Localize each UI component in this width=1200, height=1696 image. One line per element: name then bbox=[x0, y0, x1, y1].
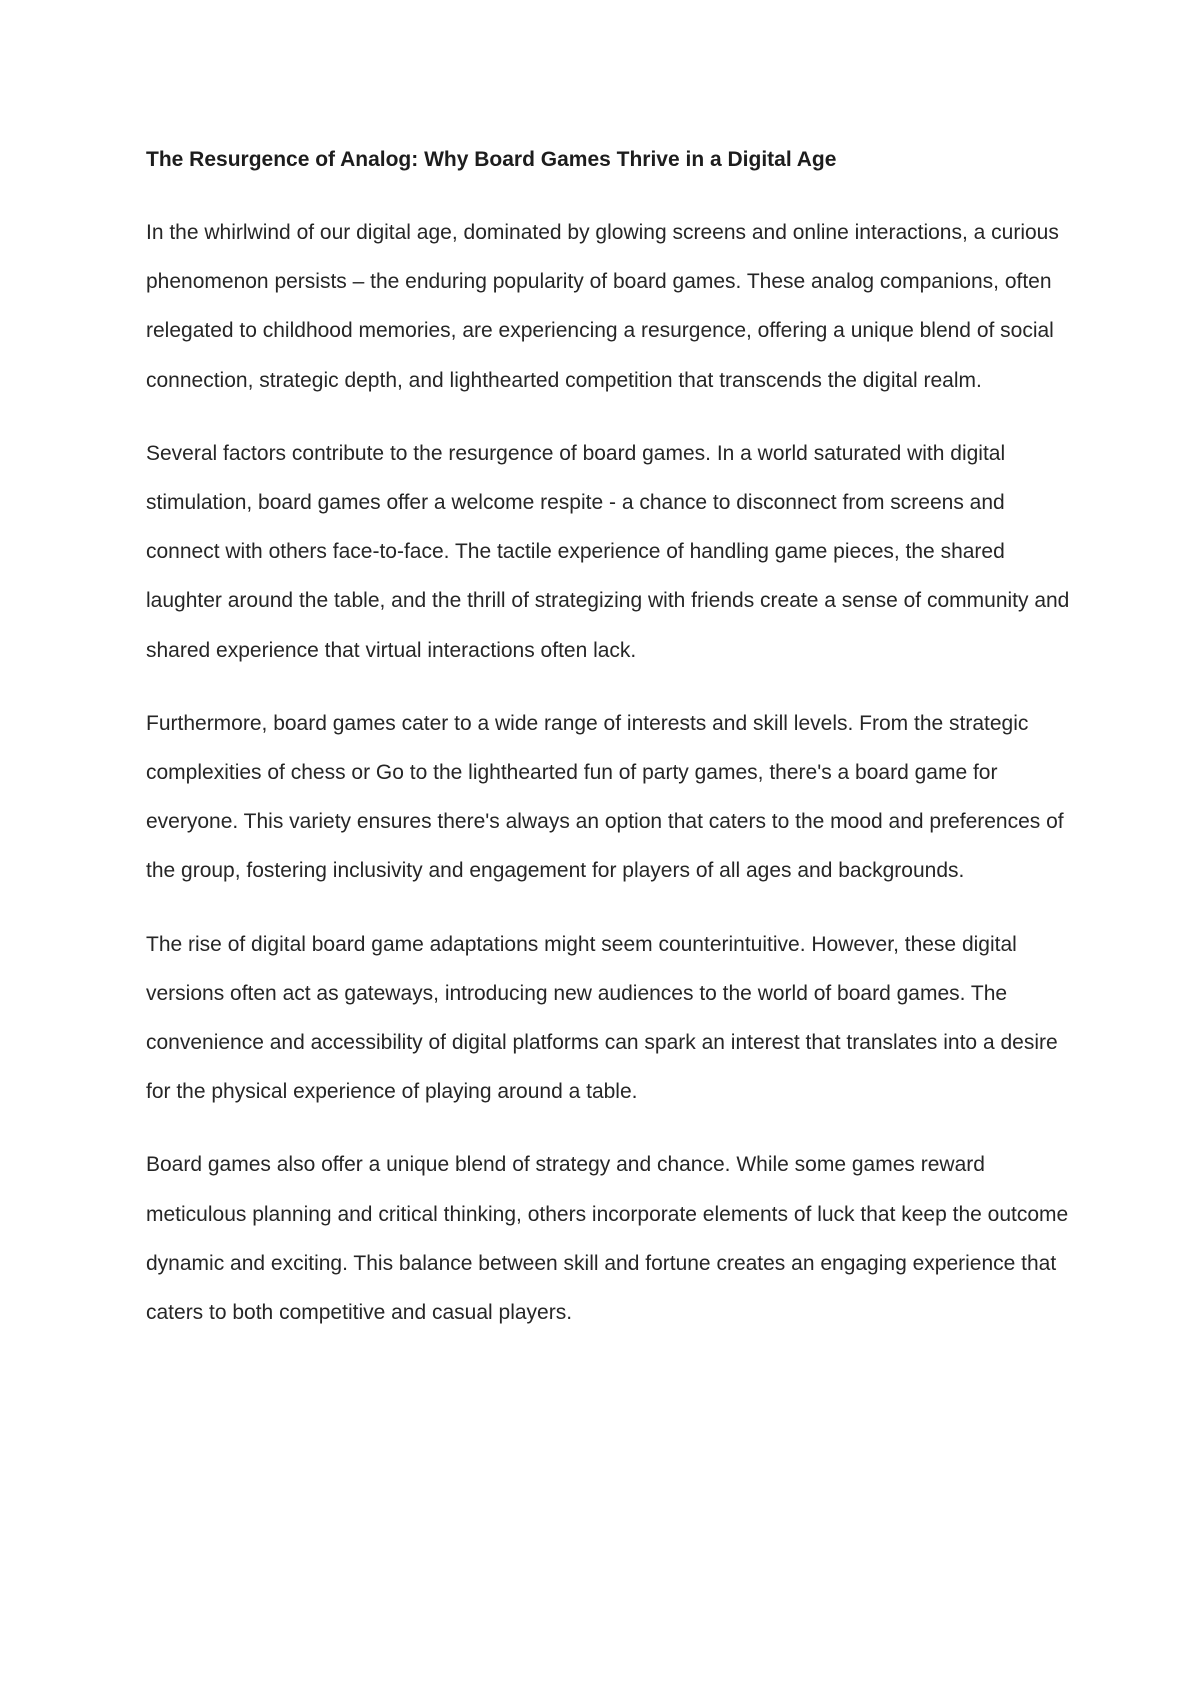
document-title: The Resurgence of Analog: Why Board Games Thrive in a Digital Age bbox=[146, 148, 837, 171]
paragraph-3: Furthermore, board games cater to a wide range of interests and skill levels. From the strategic complexities of chess or Go to the lighthearted fun of party games, there's a board game for everyone. This variety ensures there's always an option that caters to the mood and preferences of the group, fostering inclusivity and engagement for players of all ages and backgrounds. bbox=[146, 711, 1064, 883]
paragraph-5: Board games also offer a unique blend of strategy and chance. While some games reward meticulous planning and critical thinking, others incorporate elements of luck that keep the outcome dynamic and exciting. This balance between skill and fortune creates an engaging experience that caters to both competitive and casual players. bbox=[146, 1153, 1069, 1325]
paragraph-2: Several factors contribute to the resurgence of board games. In a world saturated with digital stimulation, board games offer a welcome respite - a chance to disconnect from screens and connect with others face-to-face. The tactile experience of handling game pieces, the shared laughter around the table, and the thrill of strategizing with friends create a sense of community and shared experience that virtual interactions often lack. bbox=[146, 441, 1070, 662]
paragraph-1: In the whirlwind of our digital age, dominated by glowing screens and online interactions, a curious phenomenon persists – the enduring popularity of board games. These analog companions, often relegated to childhood memories, are experiencing a resurgence, offering a unique blend of social connection, strategic depth, and lighthearted competition that transcends the digital realm. bbox=[146, 221, 1059, 392]
paragraph-4: The rise of digital board game adaptations might seem counterintuitive. However, these digital versions often act as gateways, introducing new audiences to the world of board games. The convenience and accessibility of digital platforms can spark an interest that translates into a desire for the physical experience of playing around a table. bbox=[146, 932, 1058, 1104]
document-page bbox=[146, 142, 1076, 1361]
